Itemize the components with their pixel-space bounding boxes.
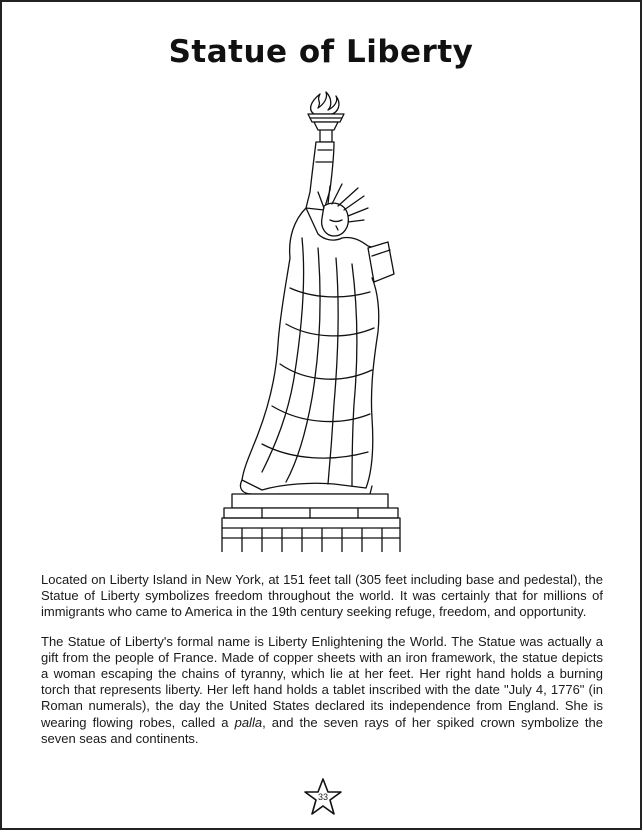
statue-of-liberty-illustration — [202, 88, 422, 552]
paragraph-location: Located on Liberty Island in New York, at 151 feet tall (305 feet including base and pedestal), the Statue of Liberty symbolizes freedom throughout the world. It was certainly that for millions of immigrants who came to America in the 19th century seeking refuge, freedom, and opportunity. — [41, 572, 603, 620]
palla-term: palla — [234, 714, 263, 730]
paragraph-description-part-1: The Statue of Liberty's formal name is Liberty Enlightening the World. The Statue was actually a gift from the people of France. Made of copper sheets with an iron framework, the statue depicts a woman escaping the chains of tyranny, which lie at her feet. Her right hand holds a burning torch that represents liberty. Her left hand holds a tablet inscribed with the date "July 4, 1776" (in Roman numerals), the day the United States declared its independence from England. She is wearing flowing robes, called a — [41, 633, 603, 730]
page-title: Statue of Liberty — [168, 34, 474, 70]
page-number: 33 — [317, 792, 328, 802]
body-text — [41, 572, 603, 760]
paragraph-description — [41, 634, 603, 747]
paragraph-description-part-2: , and the seven rays of her spiked crown symbolize the seven seas and continents. — [41, 714, 603, 746]
